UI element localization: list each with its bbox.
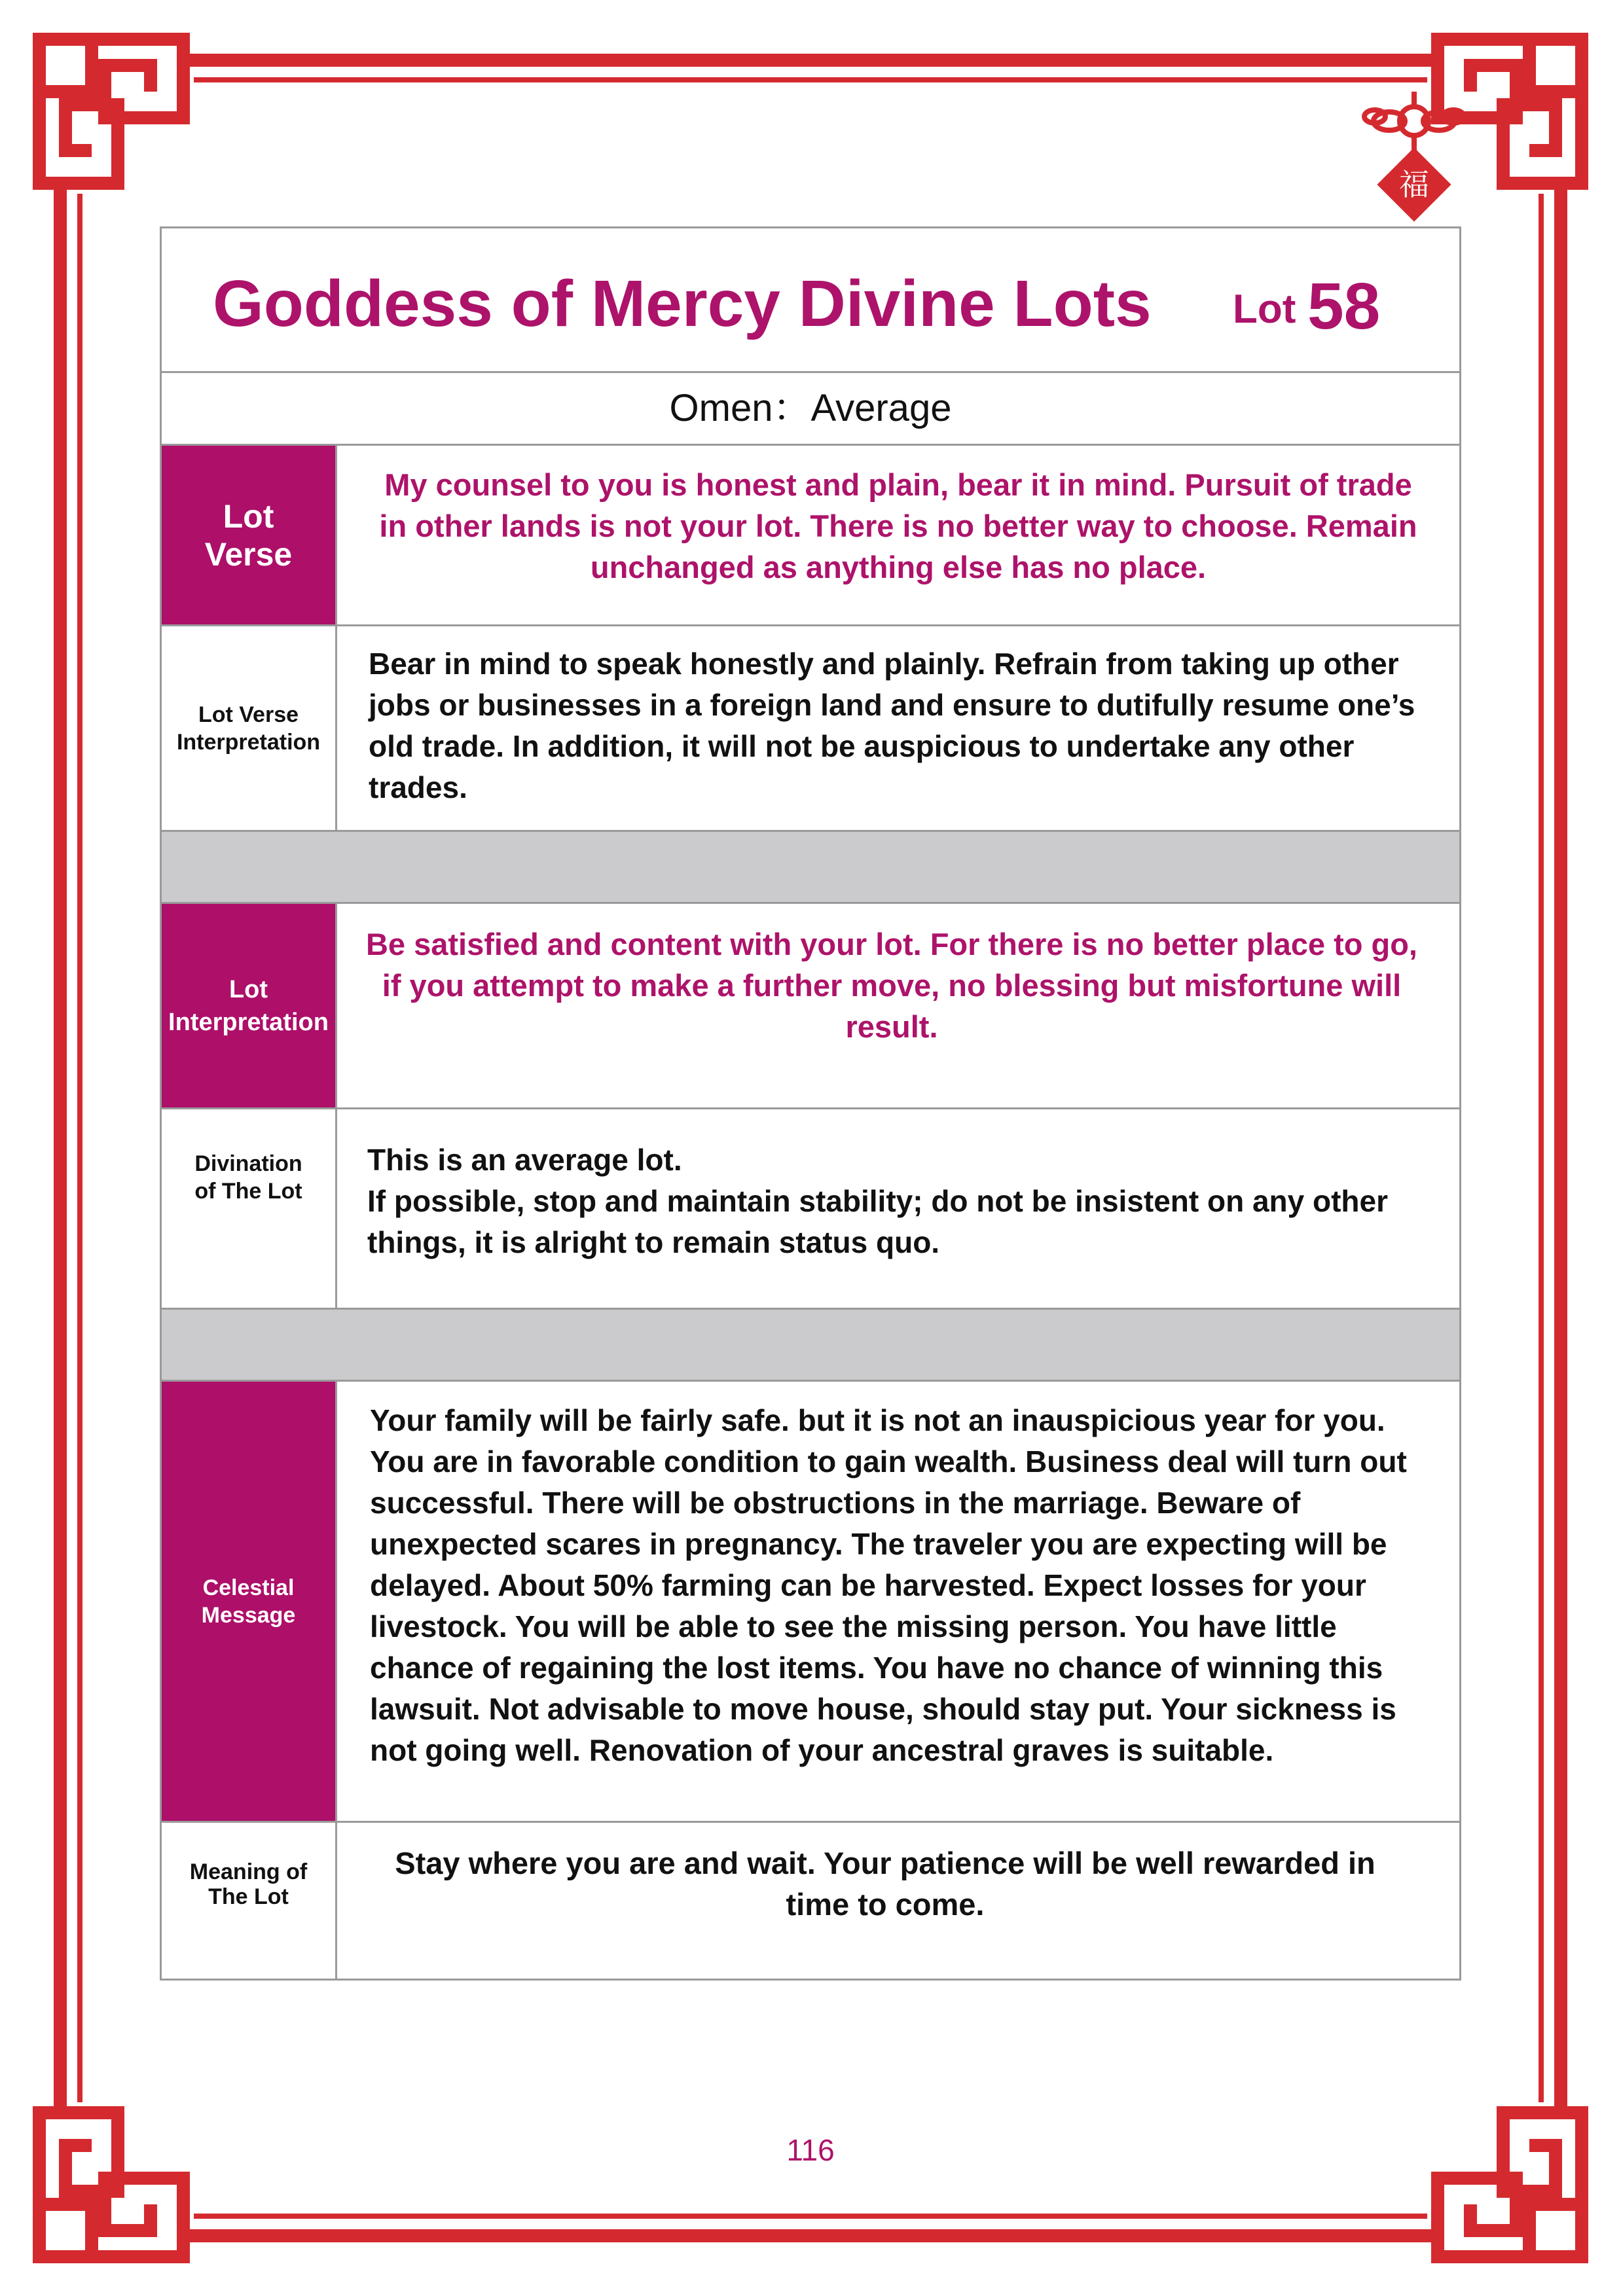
separator-band: [162, 832, 1459, 904]
lot-label: Lot: [1233, 287, 1296, 332]
page-number: 116: [786, 2133, 835, 2167]
separator-band: [162, 1310, 1459, 1382]
divination-label: Divination of The Lot: [162, 1109, 337, 1308]
title-bar: [162, 228, 1459, 373]
lot-card: [160, 226, 1461, 1981]
lot-verse-text: My counsel to you is honest and plain, bear it in mind. Pursuit of trade in other lands is not your lot. There is no better way to choose. Remain unchanged as anything else has no place.: [379, 467, 1417, 584]
lot-number: 58: [1307, 270, 1381, 343]
lot-interpretation-label: Lot Interpretation: [162, 904, 337, 1107]
lot-verse-row: [162, 446, 1459, 626]
fu-character: 福: [1399, 167, 1429, 202]
celestial-message-row: [162, 1382, 1459, 1823]
meaning-row: [162, 1823, 1459, 1979]
omen: Omen：Average: [162, 373, 1459, 446]
lot-verse-interpretation-label: Lot Verse Interpretation: [162, 626, 337, 830]
lot-interpretation-row: [162, 904, 1459, 1109]
celestial-message-label: Celestial Message: [162, 1382, 337, 1821]
meaning-label: Meaning of The Lot: [162, 1823, 337, 1979]
divination-content: [337, 1109, 1459, 1308]
lot-verse-interpretation-text: Bear in mind to speak honestly and plainly. Refrain from taking up other jobs or businesses in a foreign land and ensure to dutifully resume one’s old trade. In addition, it will not be auspicious to undertake any other trades.: [369, 647, 1415, 804]
lot-interpretation-text: Be satisfied and content with your lot. For there is no better place to go, if you attempt to make a further move, no blessing but misfortune will result.: [365, 927, 1417, 1044]
divination-line-1: This is an average lot.: [367, 1143, 682, 1177]
divination-row: [162, 1109, 1459, 1310]
lot-verse-interpretation-row: [162, 626, 1459, 832]
meaning-text: Stay where you are and wait. Your patience will be well rewarded in time to come.: [395, 1846, 1375, 1922]
celestial-message-text: Your family will be fairly safe. but it is not an inauspicious year for you. You are in favorable condition to gain wealth. Business deal will turn out successful. There will be obstructions in the marriage. Beware of unexpected scares in pregnancy. The traveler you are expecting will be delayed. About 50% farming can be harvested. Expect losses for your livestock. You will be able to see the missing person. You have little chance of regaining the lost items. You have no chance of winning this lawsuit. Not advisable to move house, should stay put. Your sickness is not going well. Renovation of your ancestral graves is suitable.: [370, 1403, 1407, 1767]
lot-verse-label: Lot Verse: [162, 446, 337, 624]
divination-line-2: If possible, stop and maintain stability; do not be insistent on any other things, it is alright to remain status quo.: [367, 1184, 1389, 1259]
page-title: Goddess of Mercy Divine Lots: [213, 267, 1152, 340]
